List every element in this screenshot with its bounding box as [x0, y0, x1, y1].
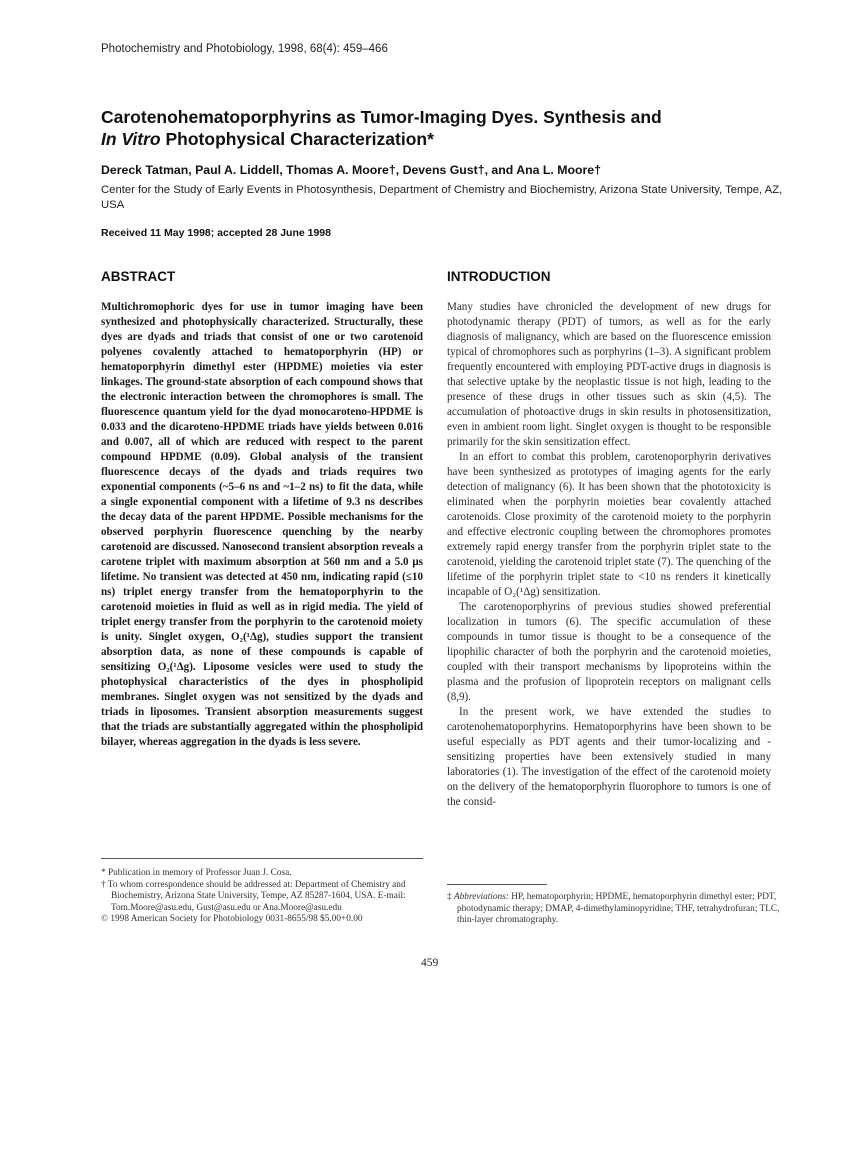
- footnote-correspondence: † To whom correspondence should be addressed at: Department of Chemistry and Biochemistry, Arizona State University, Tempe, AZ 85287-1604, USA. E-mail: Tom.Moore@asu.edu, Gust@asu.edu or Ana.Moore@asu.edu: [101, 879, 406, 913]
- title-italic: In Vitro: [101, 129, 161, 149]
- footnote-divider: [447, 884, 547, 885]
- abbreviations-text: HP, hematoporphyrin; HPDME, hematoporphyrin dimethyl ester; PDT, photodynamic therapy; DMAP, 4-dimethylaminopyridine; THF, tetrahydrofuran; TLC, thin-layer chromatography.: [457, 892, 780, 925]
- footnote-divider: [101, 858, 423, 859]
- title-line-1: Carotenohematoporphyrins as Tumor-Imaging Dyes. Synthesis and: [101, 107, 662, 127]
- intro-paragraph: Many studies have chronicled the development of new drugs for photodynamic therapy (PDT) of tumors, as well as for the early diagnosis of malignancy, which are based on the fluorescence emission typical of chromophores such as porphyrins (1–3). A significant problem frequently encountered with employing PDT-active drugs in diagnosis is that selective uptake by the neoplastic tissue is not high, leading to the presence of these drugs in other tissues such as skin (4,5). The accumulation of photoactive drugs in skin results in photosensitization, even in ambient room light. Singlet oxygen is thought to be responsible primarily for the skin sensitization effect.: [447, 301, 771, 448]
- footnote-memorial: * Publication in memory of Professor Juan J. Cosa.: [101, 868, 292, 878]
- intro-paragraph: The carotenoporphyrins of previous studies showed preferential localization in tumors (6). The specific accumulation of these compounds in tumor tissue is thought to be a consequence of the lipophilic character of both the porphyrin and the carotenoid moieties, coupled with their transport mechanisms by lipoproteins within the plasma and the profusion of lipoprotein receptors on malignant cells (8,9).: [447, 601, 771, 703]
- abbreviations-label: Abbreviations:: [453, 892, 509, 902]
- received-dates: Received 11 May 1998; accepted 28 June 1998: [101, 227, 331, 239]
- author-list: Dereck Tatman, Paul A. Liddell, Thomas A. Moore†, Devens Gust†, and Ana L. Moore†: [101, 163, 601, 177]
- introduction-body: [447, 300, 771, 810]
- title-rest: Photophysical Characterization*: [160, 129, 434, 149]
- abstract-text: Multichromophoric dyes for use in tumor imaging have been synthesized and photophysically characterized. Structurally, these dyes are dyads and triads that consist of one or two carotenoid polyenes covalently attached to hematoporphyrin (HP) or hematoporphyrin dimethyl ester (HPDME) moieties via ester linkages. The ground-state absorption of each compound shows that the electronic interaction between the chromophores is small. The fluorescence quantum yield for the dyad monocaroteno-HPDME is 0.033 and the dicaroteno-HPDME triads have yields between 0.016 and 0.007, all of which are reduced with respect to the parent compound HPDME (0.09). Global analysis of the transient fluorescence decays of the dyads and triads requires two exponential components (~5–6 ns and ~1–2 ns) to fit the data, while a single exponential component with a lifetime of 9.3 ns describes the decay data of the parent HPDME. Possible mechanisms for the observed porphyrin fluorescence quenching by the nearby carotenoid are discussed. Nanosecond transient absorption reveals a carotene triplet with maximum absorption at 560 nm and a 5.0 μs lifetime. No transient was detected at 450 nm, indicating rapid (≤10 ns) triplet energy transfer from the hematoporphyrin to the carotenoid moieties in fluid as well as in rigid media. The yield of triplet energy transfer from the porphyrin to the carotenoid moiety is unity. Singlet oxygen, O₂(¹Δg), studies support the transient absorption data, as none of these compounds is capable of sensitizing O₂(¹Δg). Liposome vesicles were used to study the photophysical characteristics of the dyes in phospholipid membranes. Singlet oxygen was not sensitized by the dyads and triads in liposomes. Transient absorption measurements suggest that the triads are substantially aggregated within the phospholipid bilayer, whereas aggregation in the dyads is less severe.: [101, 301, 423, 748]
- footnote-abbreviations: [447, 892, 783, 927]
- introduction-heading: INTRODUCTION: [447, 269, 551, 284]
- page-number: 459: [421, 957, 439, 969]
- footnotes-left: [101, 868, 431, 926]
- intro-paragraph: In the present work, we have extended the studies to carotenohematoporphyrins. Hematoporphyrins have been shown to be useful especially as PDT agents and their tumor-localizing and -sensitizing properties have been extensively studied in many laboratories (1). The investigation of the effect of the carotenoid moiety on the delivery of the hematoporphyrin fluorophore to tumors is one of the consid-: [447, 706, 771, 808]
- footnote-copyright: © 1998 American Society for Photobiology 0031-8655/98 $5.00+0.00: [101, 914, 363, 924]
- abstract-heading: ABSTRACT: [101, 269, 176, 284]
- journal-header: Photochemistry and Photobiology, 1998, 68(4): 459–466: [101, 43, 388, 55]
- intro-paragraph: In an effort to combat this problem, carotenoporphyrin derivatives have been synthesized as prototypes of imaging agents for the early detection of malignancy (6). It has been shown that the phototoxicity is eliminated when the porphyrin moieties bear covalently attached carotenoids. Close proximity of the carotenoid moiety to the porphyrin and effective electronic coupling between the chromophores promotes extremely rapid energy transfer from the porphyrin triplet state to the carotenoid, yielding the carotenoid triplet state (7). The quenching of the lifetime of the porphyrin triplet state to <10 ns renders it kinetically incapable of O₂(¹Δg) sensitization.: [447, 451, 771, 598]
- footnote-mark: ‡: [447, 892, 454, 902]
- article-title: [101, 106, 781, 150]
- affiliation: Center for the Study of Early Events in Photosynthesis, Department of Chemistry and Biochemistry, Arizona State University, Tempe, AZ, USA: [101, 184, 783, 211]
- title-line-2: [101, 128, 781, 150]
